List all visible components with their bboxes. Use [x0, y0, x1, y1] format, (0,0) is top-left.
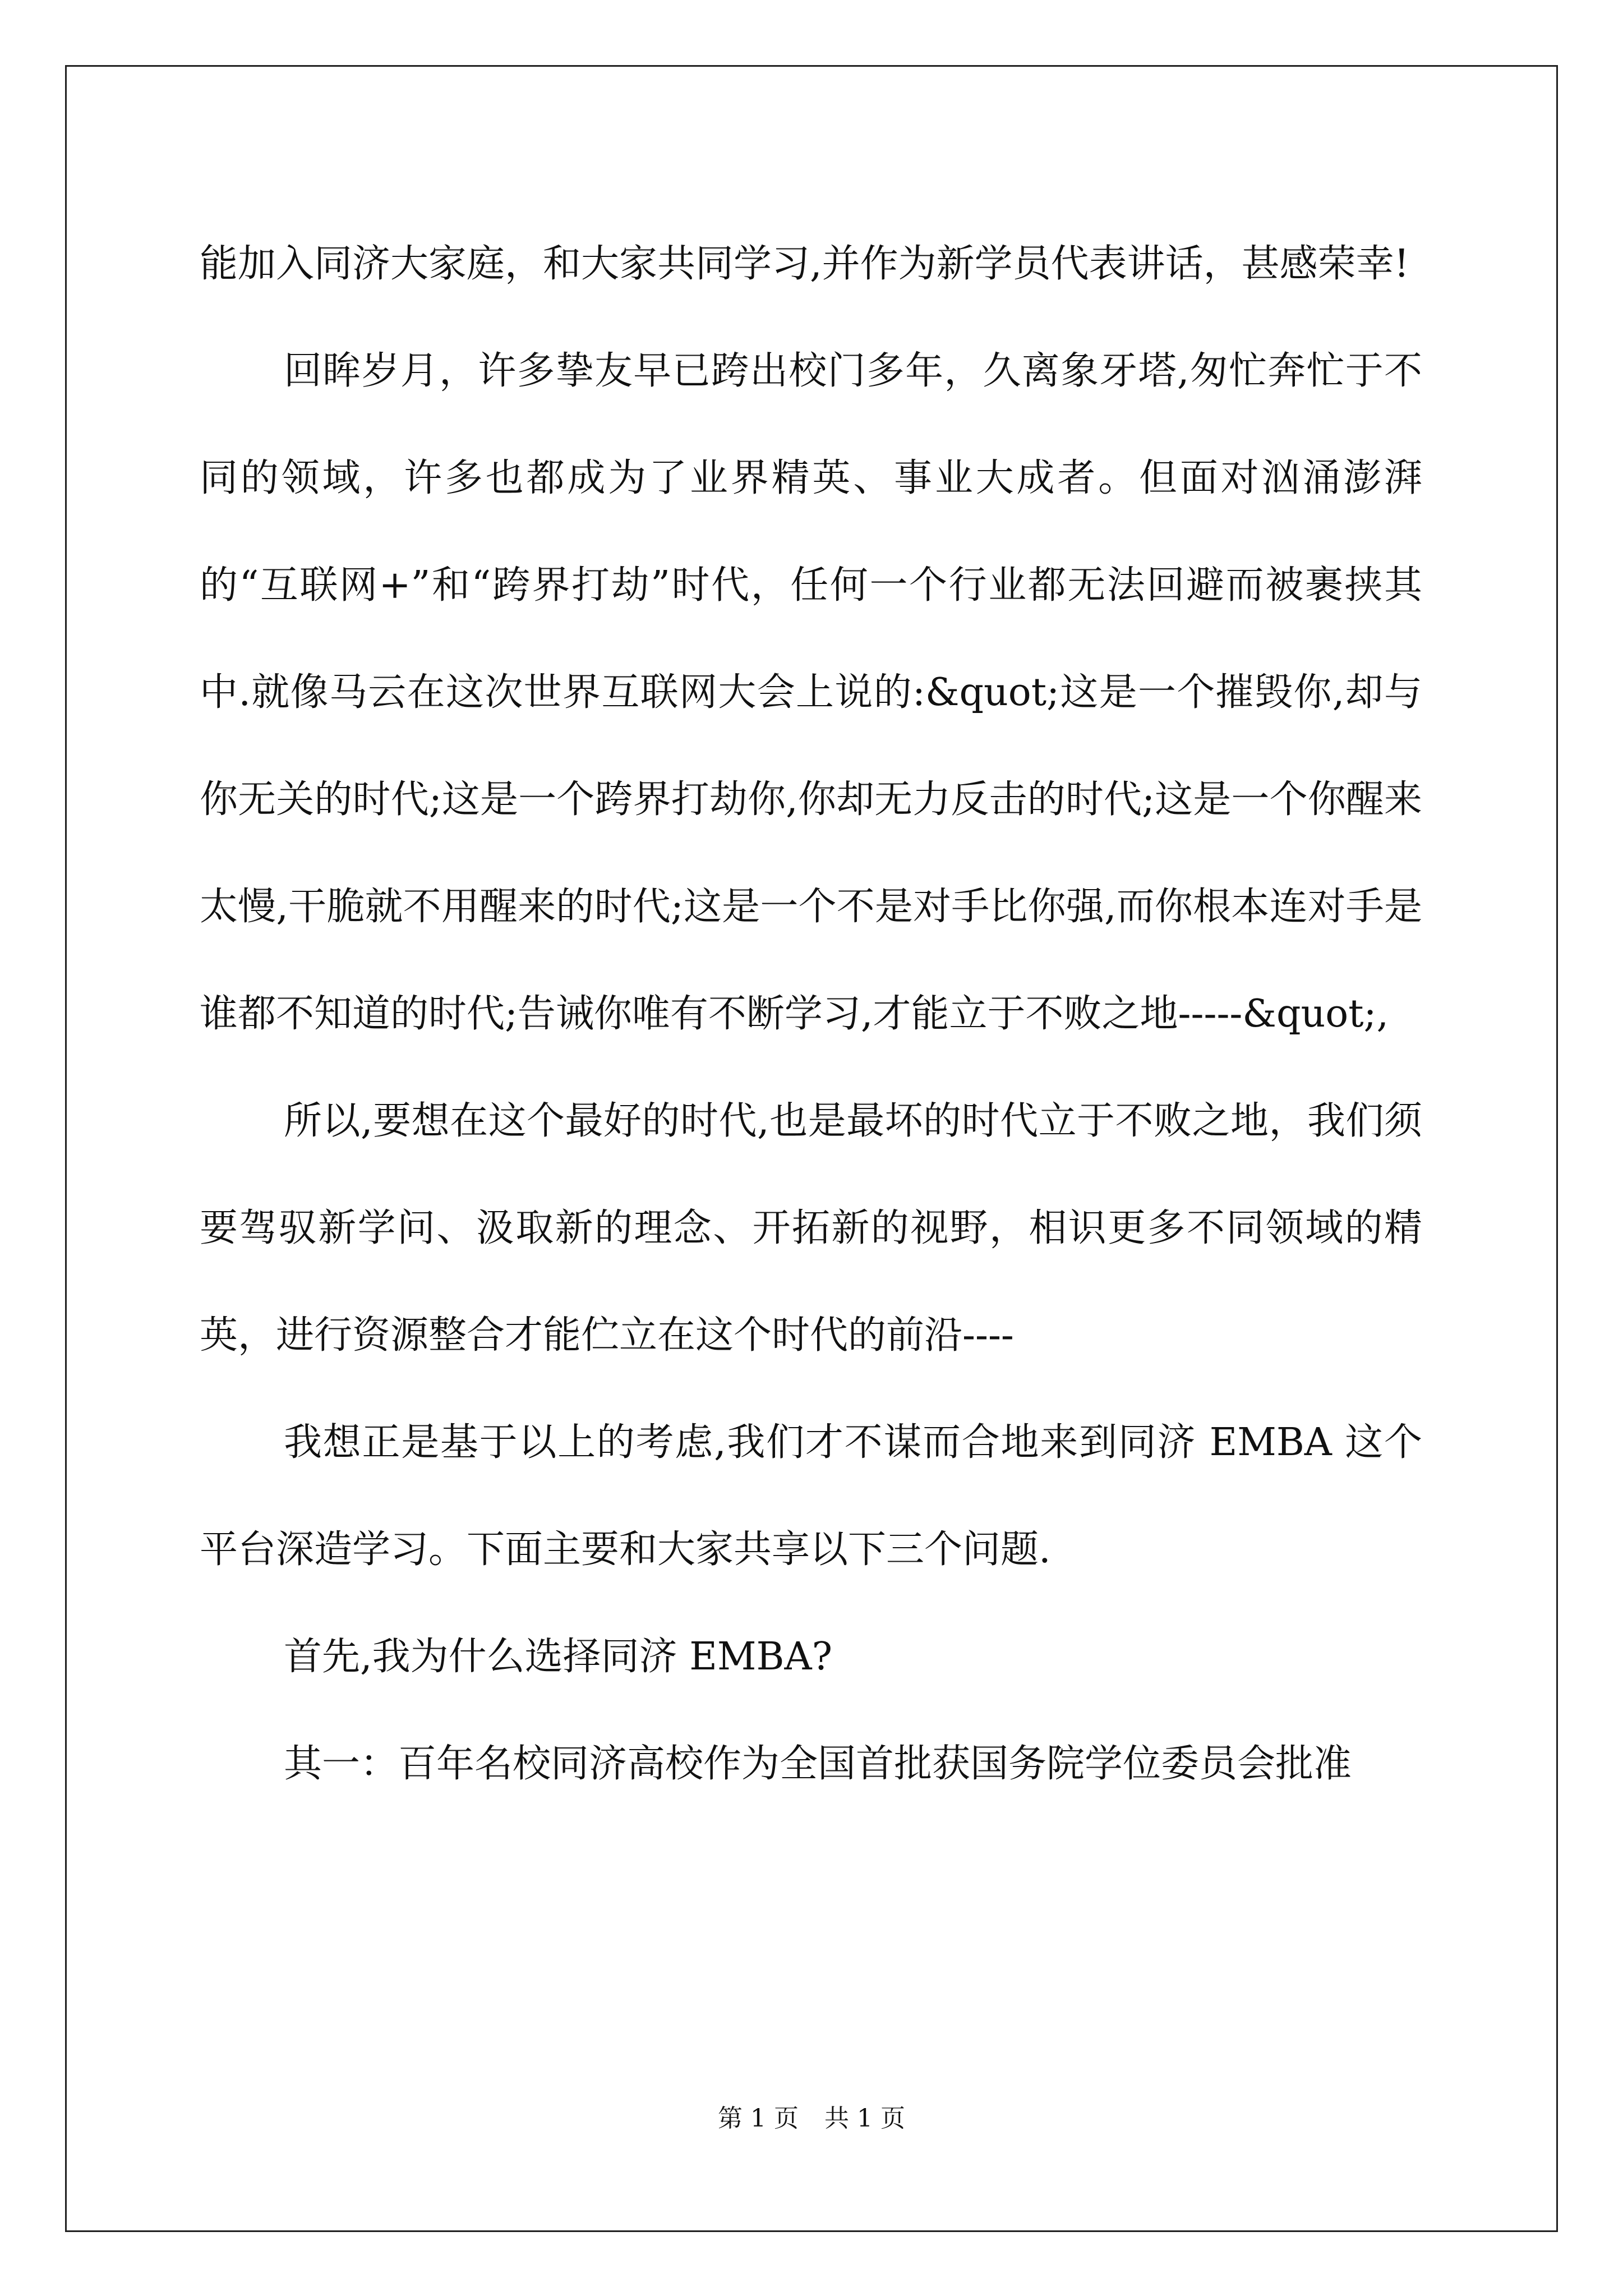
page-footer [0, 2098, 1623, 2134]
paragraph-2: 回眸岁月，许多挚友早已跨出校门多年，久离象牙塔,匆忙奔忙于不同的领域，许多也都成为了业界精英、事业大成者。但面对汹涌澎湃的“互联网+”和“跨界打劫”时代，任何一个行业都无法回避而被裹挟其中.就像马云在这次世界互联网大会上说的:&quot;这是一个摧毁你,却与你无关的时代;这是一个跨界打劫你,你却无力反击的时代;这是一个你醒来太慢,干脆就不用醒来的时代;这是一个不是对手比你强,而你根本连对手是谁都不知道的时代;告诫你唯有不断学习,才能立于不败之地-----&quot;, [200, 349, 1422, 1036]
document-body [200, 210, 1422, 1818]
paragraph-3: 所以,要想在这个最好的时代,也是最坏的时代立于不败之地，我们须要驾驭新学问、汲取新的理念、开拓新的视野，相识更多不同领域的精英，进行资源整合才能伫立在这个时代的前沿---- [200, 1099, 1422, 1358]
paragraph-4: 我想正是基于以上的考虑,我们才不谋而合地来到同济 EMBA 这个平台深造学习。下面主要和大家共享以下三个问题. [200, 1420, 1422, 1572]
page-number: 第 1 页 [718, 2104, 799, 2133]
paragraph-6: 其一：百年名校同济高校作为全国首批获国务院学位委员会批准 [284, 1742, 1352, 1786]
paragraph-1: 能加入同济大家庭，和大家共同学习,并作为新学员代表讲话，甚感荣幸! [200, 242, 1409, 286]
total-pages: 共 1 页 [824, 2104, 905, 2133]
paragraph-5: 首先,我为什么选择同济 EMBA? [284, 1635, 833, 1679]
